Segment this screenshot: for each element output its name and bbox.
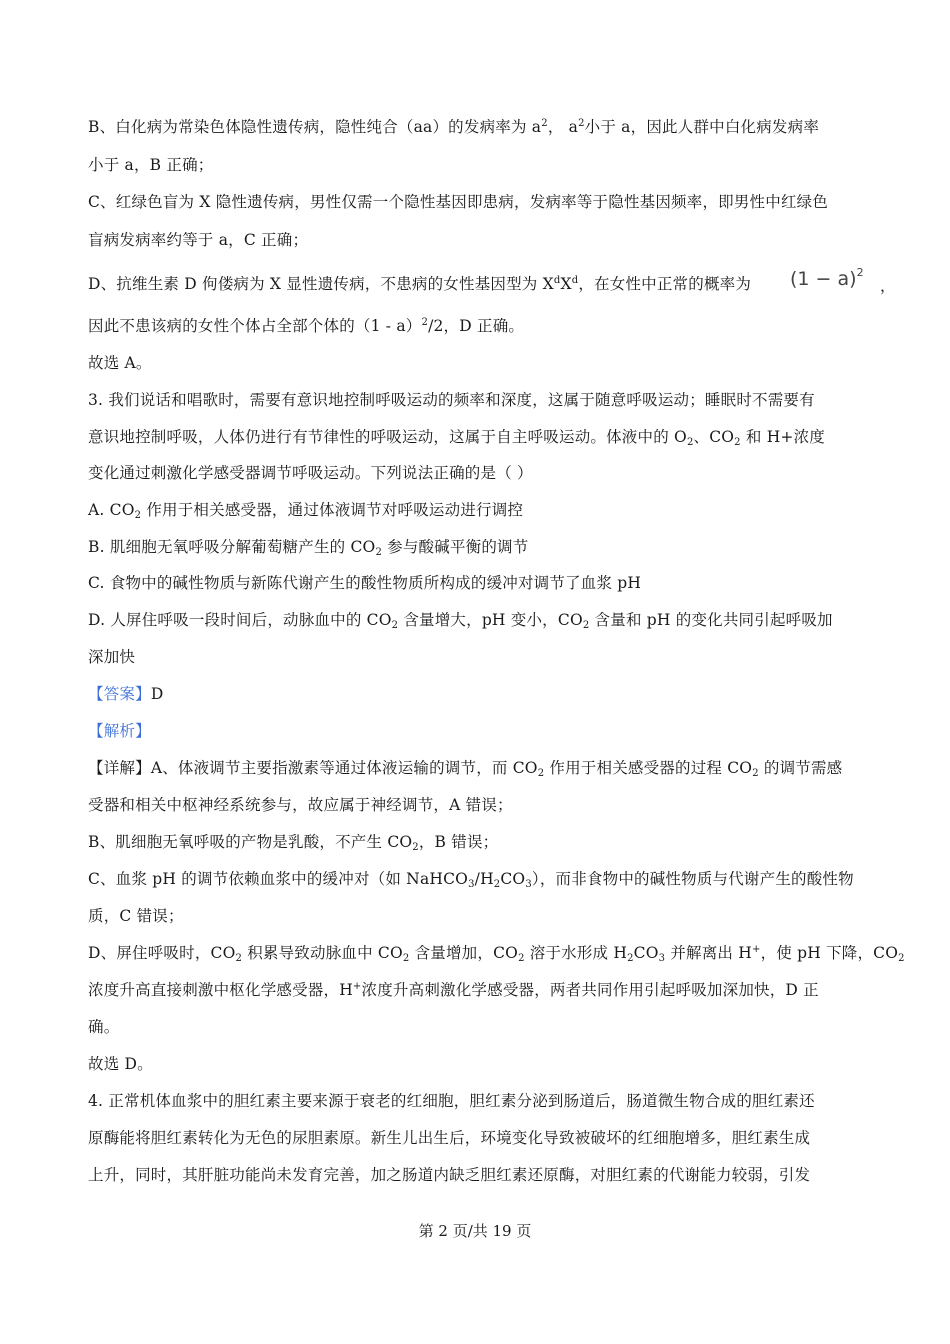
question-4-stem: 上升，同时，其肝脏功能尚未发育完善，加之肠道内缺乏胆红素还原酶，对胆红素的代谢能力较弱，引发 [88, 1166, 811, 1184]
text-line: 盲病发病率约等于 a，C 正确； [88, 231, 309, 249]
question-3-stem: 意识地控制呼吸，人体仍进行有节律性的呼吸运动，这属于自主呼吸运动。体液中的 $O_2$、$CO_2$ 和 H+浓度 [88, 428, 825, 448]
text-line: B、白化病为常染色体隐性遗传病，隐性纯合（aa）的发病率为 $a^2$， $a^2$小于 a，因此人群中白化病发病率 [88, 118, 820, 136]
question-3-stem: 3. 我们说话和唱歌时，需要有意识地控制呼吸运动的频率和深度，这属于随意呼吸运动；睡眠时不需要有 [88, 391, 815, 409]
answer-value: D [150, 685, 164, 703]
answer-line [88, 684, 163, 704]
detail-line: 【详解】A、体液调节主要指激素等通过体液运输的调节，而 $CO_2$ 作用于相关感受器的过程 $CO_2$ 的调节需感 [88, 759, 843, 779]
selection-line: 故选 D。 [88, 1055, 153, 1073]
question-4-stem: 原酶能将胆红素转化为无色的尿胆素原。新生儿出生后，环境变化导致被破坏的红细胞增多，胆红素生成 [88, 1129, 811, 1147]
option-c: C. 食物中的碱性物质与新陈代谢产生的酸性物质所构成的缓冲对调节了血浆 pH [88, 574, 642, 592]
question-3-stem: 变化通过刺激化学感受器调节呼吸运动。下列说法正确的是（ ） [88, 464, 533, 482]
detail-line: D、屏住呼吸时，$CO_2$ 积累导致动脉血中 $CO_2$ 含量增加，$CO_2$ 溶于水形成 $H_2CO_3$ 并解离出 H+，使 pH 下降，$CO_2$ [88, 944, 905, 964]
detail-line: C、血浆 pH 的调节依赖血浆中的缓冲对（如 $NaHCO_3/H_2CO_3$），而非食物中的碱性物质与代谢产生的酸性物 [88, 870, 854, 890]
probability-formula: $(1 - a)^2$ [790, 266, 864, 290]
answer-tag: 【答案】 [88, 685, 151, 703]
option-d: D. 人屏住呼吸一段时间后，动脉血中的 $CO_2$ 含量增大，pH 变小，$CO_2$ 含量和 pH 的变化共同引起呼吸加 [88, 611, 833, 631]
analysis-tag: 【解析】 [88, 722, 151, 740]
page-footer: 第 2 页/共 19 页 [418, 1222, 532, 1240]
detail-line: 确。 [88, 1018, 120, 1036]
text-line: 小于 a，B 正确； [88, 156, 214, 174]
detail-line: 浓度升高直接刺激中枢化学感受器，H+浓度升高刺激化学感受器，两者共同作用引起呼吸加深加快，D 正 [88, 981, 819, 999]
option-a: A. $CO_2$ 作用于相关感受器，通过体液调节对呼吸运动进行调控 [88, 501, 524, 521]
text-line: 因此不患该病的女性个体占全部个体的（1 - a）$^2$/2，D 正确。 [88, 317, 525, 335]
text-line: 故选 A。 [88, 354, 152, 372]
text-line: D、抗维生素 D 佝偻病为 X 显性遗传病，不患病的女性基因型为 $X^dX^d$，在女性中正常的概率为 [88, 275, 752, 293]
detail-line: B、肌细胞无氧呼吸的产物是乳酸，不产生 $CO_2$，B 错误； [88, 833, 499, 853]
option-b: B. 肌细胞无氧呼吸分解葡萄糖产生的 $CO_2$ 参与酸碱平衡的调节 [88, 538, 529, 558]
formula-comma: ， [880, 277, 896, 295]
option-d: 深加快 [88, 648, 136, 666]
text-line: C、红绿色盲为 X 隐性遗传病，男性仅需一个隐性基因即患病，发病率等于隐性基因频率，即男性中红绿色 [88, 193, 829, 211]
question-4-stem: 4. 正常机体血浆中的胆红素主要来源于衰老的红细胞，胆红素分泌到肠道后，肠道微生物合成的胆红素还 [88, 1092, 815, 1110]
detail-line: 受器和相关中枢神经系统参与，故应属于神经调节，A 错误； [88, 796, 513, 814]
detail-line: 质，C 错误； [88, 907, 184, 925]
